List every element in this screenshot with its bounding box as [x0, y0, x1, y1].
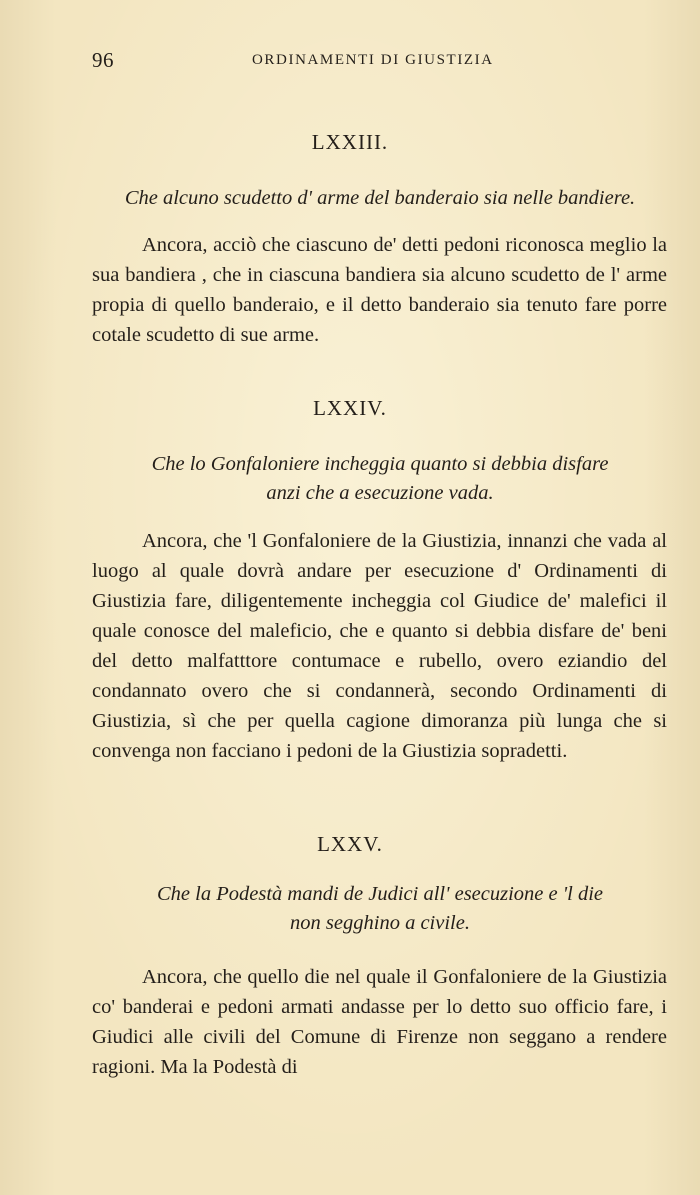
section-body: Ancora, acciò che ciascuno de' detti pedoni riconosca meglio la sua bandiera , che in ciascuna bandiera sia alcuno scudetto de l' arme propia di quello banderaio, e il detto banderaio sia tenuto fare porre cotale scudetto di sue arme. — [92, 234, 667, 346]
section-title-line: Che alcuno scudetto d' arme del banderaio sia nelle bandiere. — [124, 187, 636, 209]
section-number: LXXIV. — [313, 396, 387, 420]
section-body: Ancora, che 'l Gonfaloniere de la Giustizia, innanzi che vada al luogo al quale dovrà andare per esecuzione d' Ordinamenti di Giustizia fare, diligentemente incheggia col Giudice de' malefici il quale conosce del maleficio, che e quanto si debbia disfare de' beni del detto malfatttore contumace e rubello, overo eziandio del condannato overo che si condannerà, secondo Ordinamenti di Giustizia, sì che per quella cagione dimoranza più lunga che si convenga non facciano i pedoni de la Giustizia sopradetti. — [92, 530, 667, 762]
section-title-line: anzi che a esecuzione vada. — [266, 482, 494, 504]
section-title-line: Che lo Gonfaloniere incheggia quanto si debbia disfare — [151, 453, 609, 475]
section-title — [92, 184, 668, 213]
section-number: LXXIII. — [311, 130, 389, 154]
section-title-line: non segghino a civile. — [290, 912, 470, 934]
running-title: ORDINAMENTI DI GIUSTIZIA — [252, 52, 494, 68]
section-number: LXXV. — [317, 832, 383, 856]
page-header — [92, 48, 607, 76]
section-title-line: Che la Podestà mandi de Judici all' esecuzione e 'l die — [157, 883, 603, 905]
section-title — [92, 450, 668, 508]
section-title — [92, 880, 668, 938]
section-body: Ancora, che quello die nel quale il Gonfaloniere de la Giustizia co' banderai e pedoni armati andasse per lo detto suo officio fare, i Giudici alle civili del Comune di Firenze non seggano a rendere ragioni. Ma la Podestà di — [92, 966, 667, 1078]
page-number: 96 — [92, 48, 114, 72]
